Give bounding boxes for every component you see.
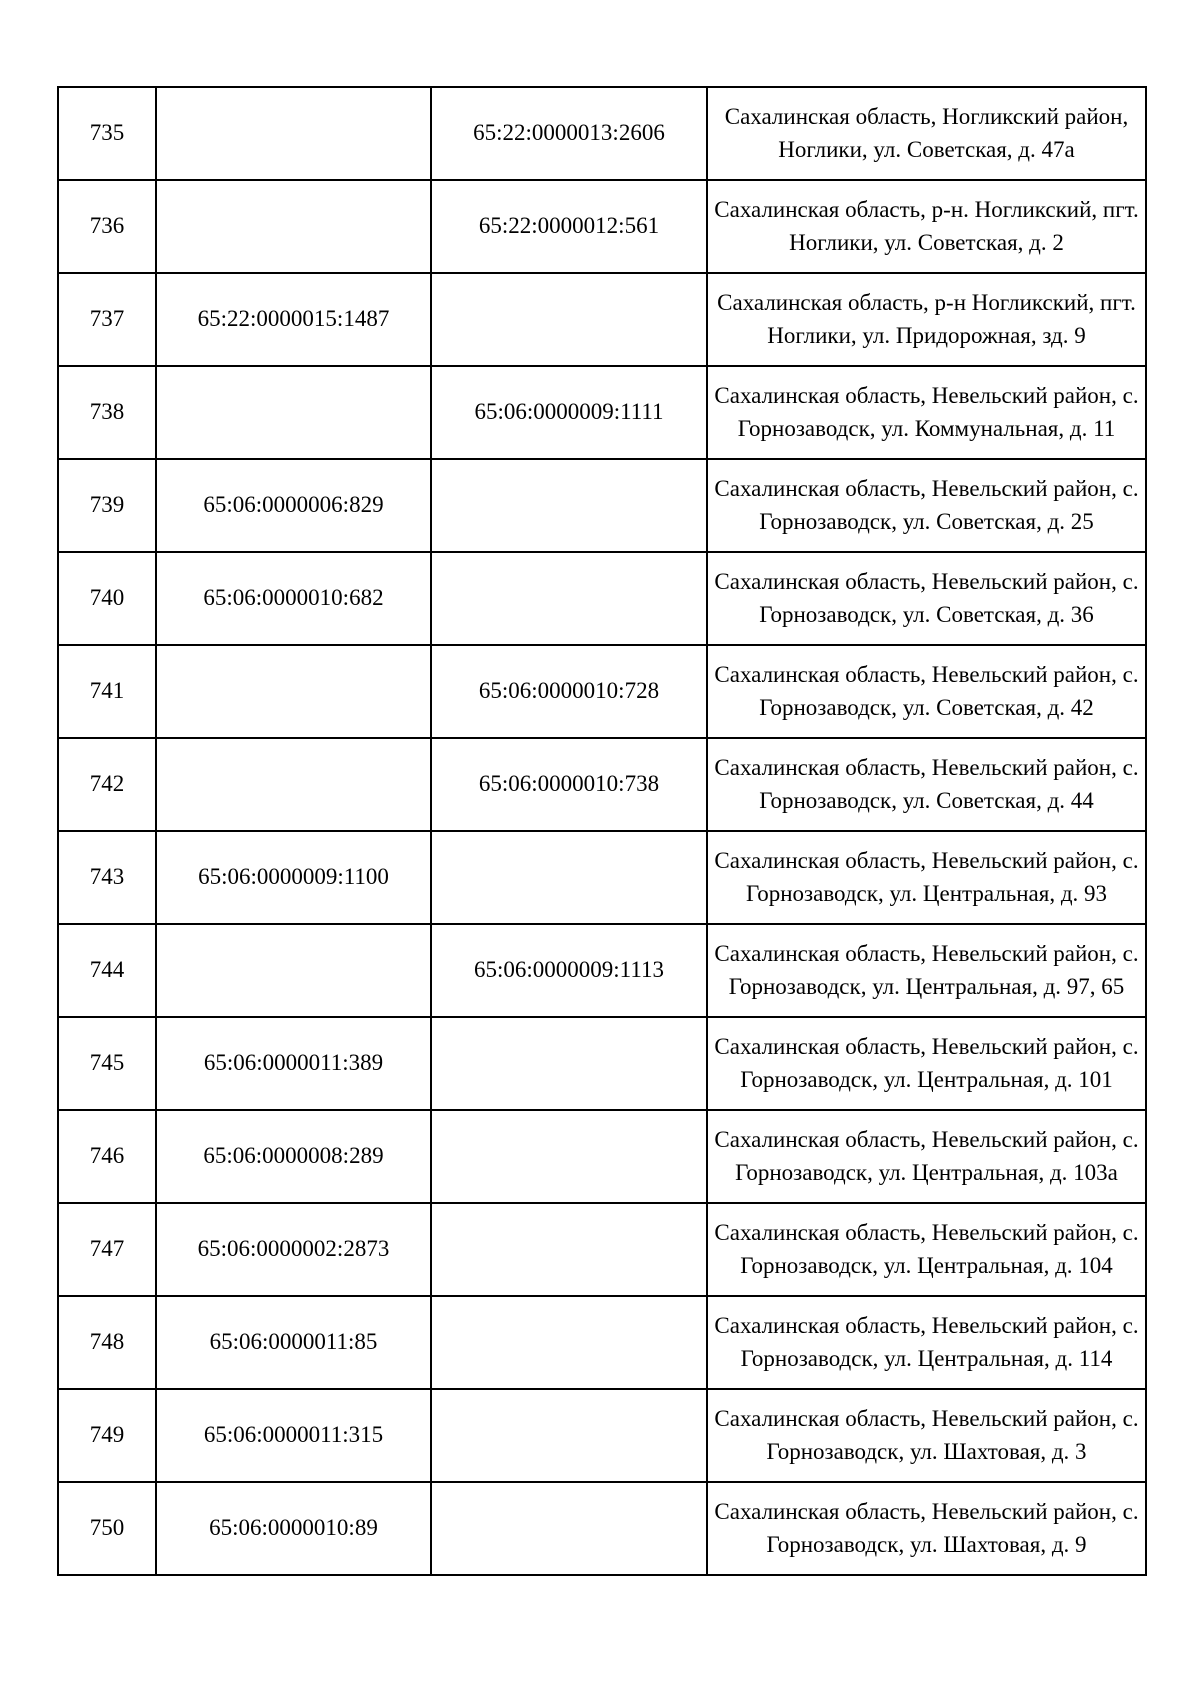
- cadastral-number-land: 65:06:0000010:89: [156, 1482, 431, 1575]
- cadastral-number-land: 65:06:0000008:289: [156, 1110, 431, 1203]
- cadastral-number-land: 65:06:0000006:829: [156, 459, 431, 552]
- table-row: [58, 1017, 1146, 1110]
- address-cell: Сахалинская область, Невельский район, с. Горнозаводск, ул. Советская, д. 44: [707, 738, 1146, 831]
- row-number: 740: [58, 552, 156, 645]
- cadastral-number-building: [431, 1110, 707, 1203]
- cadastral-number-land: 65:06:0000011:389: [156, 1017, 431, 1110]
- property-table: [57, 86, 1147, 1576]
- table-body: [58, 87, 1146, 1575]
- cadastral-number-building: 65:06:0000009:1111: [431, 366, 707, 459]
- cadastral-number-land: [156, 738, 431, 831]
- cadastral-number-building: [431, 831, 707, 924]
- table-row: [58, 273, 1146, 366]
- cadastral-number-building: [431, 1482, 707, 1575]
- cadastral-number-land: [156, 180, 431, 273]
- row-number: 746: [58, 1110, 156, 1203]
- cadastral-number-building: [431, 552, 707, 645]
- address-cell: Сахалинская область, Невельский район, с. Горнозаводск, ул. Советская, д. 36: [707, 552, 1146, 645]
- address-cell: Сахалинская область, Невельский район, с. Горнозаводск, ул. Шахтовая, д. 9: [707, 1482, 1146, 1575]
- cadastral-number-building: [431, 1017, 707, 1110]
- row-number: 744: [58, 924, 156, 1017]
- cadastral-number-building: [431, 1296, 707, 1389]
- cadastral-number-land: [156, 366, 431, 459]
- row-number: 747: [58, 1203, 156, 1296]
- cadastral-number-building: [431, 273, 707, 366]
- address-cell: Сахалинская область, Невельский район, с. Горнозаводск, ул. Центральная, д. 93: [707, 831, 1146, 924]
- table-row: [58, 1389, 1146, 1482]
- table-row: [58, 87, 1146, 180]
- table-row: [58, 180, 1146, 273]
- cadastral-number-building: [431, 459, 707, 552]
- address-cell: Сахалинская область, р-н. Ногликский, пгт. Ноглики, ул. Советская, д. 2: [707, 180, 1146, 273]
- cadastral-number-building: 65:06:0000010:738: [431, 738, 707, 831]
- cadastral-number-land: 65:06:0000009:1100: [156, 831, 431, 924]
- table-row: [58, 924, 1146, 1017]
- cadastral-number-building: 65:22:0000013:2606: [431, 87, 707, 180]
- row-number: 749: [58, 1389, 156, 1482]
- row-number: 735: [58, 87, 156, 180]
- address-cell: Сахалинская область, Невельский район, с. Горнозаводск, ул. Советская, д. 25: [707, 459, 1146, 552]
- address-cell: Сахалинская область, Невельский район, с. Горнозаводск, ул. Центральная, д. 103а: [707, 1110, 1146, 1203]
- table-row: [58, 1110, 1146, 1203]
- row-number: 737: [58, 273, 156, 366]
- table-row: [58, 366, 1146, 459]
- address-cell: Сахалинская область, Невельский район, с. Горнозаводск, ул. Центральная, д. 101: [707, 1017, 1146, 1110]
- table-row: [58, 738, 1146, 831]
- row-number: 748: [58, 1296, 156, 1389]
- row-number: 742: [58, 738, 156, 831]
- row-number: 739: [58, 459, 156, 552]
- cadastral-number-land: 65:06:0000002:2873: [156, 1203, 431, 1296]
- cadastral-number-land: [156, 924, 431, 1017]
- address-cell: Сахалинская область, Невельский район, с. Горнозаводск, ул. Советская, д. 42: [707, 645, 1146, 738]
- table-row: [58, 459, 1146, 552]
- cadastral-number-building: [431, 1389, 707, 1482]
- address-cell: Сахалинская область, р-н Ногликский, пгт. Ноглики, ул. Придорожная, зд. 9: [707, 273, 1146, 366]
- row-number: 750: [58, 1482, 156, 1575]
- table-row: [58, 1203, 1146, 1296]
- cadastral-number-land: 65:06:0000011:315: [156, 1389, 431, 1482]
- row-number: 743: [58, 831, 156, 924]
- cadastral-number-land: 65:06:0000010:682: [156, 552, 431, 645]
- address-cell: Сахалинская область, Невельский район, с. Горнозаводск, ул. Шахтовая, д. 3: [707, 1389, 1146, 1482]
- row-number: 736: [58, 180, 156, 273]
- cadastral-number-building: 65:06:0000010:728: [431, 645, 707, 738]
- address-cell: Сахалинская область, Ногликский район, Ноглики, ул. Советская, д. 47а: [707, 87, 1146, 180]
- address-cell: Сахалинская область, Невельский район, с. Горнозаводск, ул. Центральная, д. 104: [707, 1203, 1146, 1296]
- row-number: 738: [58, 366, 156, 459]
- cadastral-number-building: 65:06:0000009:1113: [431, 924, 707, 1017]
- cadastral-number-land: 65:06:0000011:85: [156, 1296, 431, 1389]
- address-cell: Сахалинская область, Невельский район, с. Горнозаводск, ул. Коммунальная, д. 11: [707, 366, 1146, 459]
- table-row: [58, 831, 1146, 924]
- row-number: 745: [58, 1017, 156, 1110]
- table-row: [58, 552, 1146, 645]
- address-cell: Сахалинская область, Невельский район, с. Горнозаводск, ул. Центральная, д. 97, 65: [707, 924, 1146, 1017]
- row-number: 741: [58, 645, 156, 738]
- cadastral-number-land: [156, 87, 431, 180]
- cadastral-number-land: [156, 645, 431, 738]
- table-row: [58, 645, 1146, 738]
- cadastral-number-building: 65:22:0000012:561: [431, 180, 707, 273]
- table-row: [58, 1482, 1146, 1575]
- cadastral-number-land: 65:22:0000015:1487: [156, 273, 431, 366]
- address-cell: Сахалинская область, Невельский район, с. Горнозаводск, ул. Центральная, д. 114: [707, 1296, 1146, 1389]
- cadastral-number-building: [431, 1203, 707, 1296]
- table-row: [58, 1296, 1146, 1389]
